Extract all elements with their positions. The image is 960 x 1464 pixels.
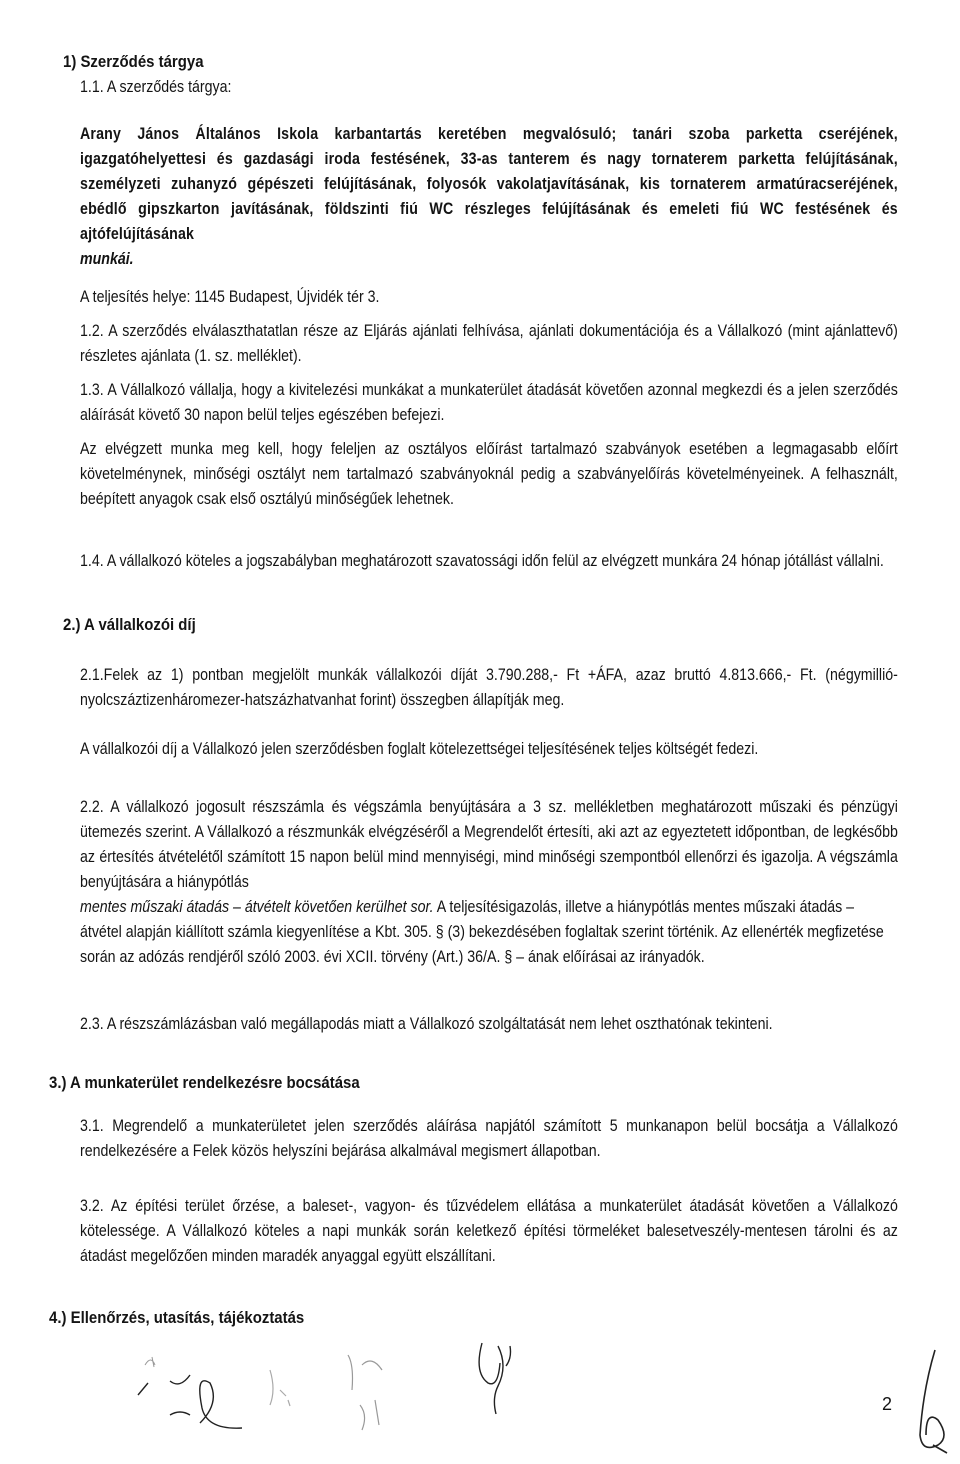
clause-3-2: 3.2. Az építési terület őrzése, a baleset-, vagyon- és tűzvédelem ellátása a munkaterület átadását követően a Vállalkozó kötelessége. A Vállalkozó köteles a napi munkák során keletkező építési törmeléket balesetveszély-mentesen tárolni és az átadást megelőzően minden maradék anyaggal együtt elszállítani.: [80, 1197, 898, 1265]
clause-1-1-body: Arany János Általános Iskola karbantartás keretében megvalósuló; tanári szoba parketta cseréjének, igazgatóhelyettesi és gazdasági iroda festésének, 33-as tanterem és nagy tornaterem parketta felújításának, személyzeti zuhanyzó gépészeti felújításának, folyosók vakolatjavításának, kis tornaterem armatúracseréjének, ebédlő gipszkarton javításának, földszinti fiú WC részleges felújításának és emeleti fiú WC festésének és ajtófelújításának: [80, 125, 898, 243]
clause-1-1-title: 1.1. A szerződés tárgya:: [80, 78, 232, 96]
section-4-heading: 4.) Ellenőrzés, utasítás, tájékoztatás: [49, 1308, 305, 1327]
clause-1-4: 1.4. A vállalkozó köteles a jogszabályban meghatározott szavatossági időn felül az elvégzett munkára 24 hónap jótállást vállalni.: [80, 552, 884, 570]
initials-signature-4: [470, 1338, 530, 1418]
initials-signature-3: [340, 1345, 400, 1435]
initials-signature-5: [905, 1345, 955, 1460]
clause-2-2-rest: A teljesítésigazolás, illetve a hiánypótlás mentes műszaki átadás – átvétel alapján kiállított számla kiegyenlítése a Kbt. 305. § (3) bekezdésében foglaltak szerint történik. Az ellenérték megfizetése során az adózás rendjéről szóló 2003. évi XCII. törvény (Art.) 36/A. § – ának előírásai az irányadók.: [80, 898, 884, 966]
section-2-heading: 2.) A vállalkozói díj: [63, 615, 196, 634]
clause-3-1: 3.1. Megrendelő a munkaterületet jelen szerződés aláírása napjától számított 5 munkanapon belül bocsátja a Vállalkozó rendelkezésére a Felek közös helyszíni bejárása alkalmával megismert állapotban.: [80, 1117, 898, 1160]
section-1-heading: 1) Szerződés tárgya: [63, 52, 204, 71]
clause-2-2-continued: [80, 895, 898, 970]
place-of-performance: A teljesítés helye: 1145 Budapest, Újvidék tér 3.: [80, 288, 380, 306]
clause-1-2: 1.2. A szerződés elválaszthatatlan része az Eljárás ajánlati felhívása, ajánlati dokumentációja és a Vállalkozó (mint ajánlattevő) részletes ajánlata (1. sz. melléklet).: [80, 322, 898, 365]
clause-2-2-italic: mentes műszaki átadás – átvételt követően kerülhet sor.: [80, 898, 434, 916]
initials-signature-2: [262, 1360, 302, 1420]
clause-1-1-body-end: munkái.: [80, 250, 134, 268]
clause-1-3-quality: Az elvégzett munka meg kell, hogy feleljen az osztályos előírást tartalmazó szabványok esetében a legmagasabb előírt követelménynek, minőségi osztályt nem tartalmazó szabványoknál pedig a szabványelőírás követelményeinek. A felhasznált, beépített anyagok csak első osztályú minőségűek lehetnek.: [80, 440, 898, 508]
section-3-heading: 3.) A munkaterület rendelkezésre bocsátása: [49, 1073, 360, 1092]
clause-2-1-fee-coverage: A vállalkozói díj a Vállalkozó jelen szerződésben foglalt kötelezettségei teljesítésének teljes költségét fedezi.: [80, 740, 759, 758]
page-number: 2: [882, 1394, 893, 1414]
clause-1-3: 1.3. A Vállalkozó vállalja, hogy a kivitelezési munkákat a munkaterület átadását követően azonnal megkezdi és a jelen szerződés aláírását követő 30 napon belül teljes egészében befejezi.: [80, 381, 898, 424]
clause-2-3: 2.3. A részszámlázásban való megállapodás miatt a Vállalkozó szolgáltatását nem lehet oszthatónak tekinteni.: [80, 1015, 773, 1033]
initials-signature-1: [130, 1345, 260, 1460]
clause-2-1: 2.1.Felek az 1) pontban megjelölt munkák vállalkozói díját 3.790.288,- Ft +ÁFA, azaz bruttó 4.813.666,- Ft. (négymillió- nyolcszáztizenháromezer-hatszázhatvanhat forint) összegben állapítják meg.: [80, 666, 898, 709]
clause-2-2: 2.2. A vállalkozó jogosult részszámla és végszámla benyújtására a 3 sz. mellékletben meghatározott műszaki és pénzügyi ütemezés szerint. A Vállalkozó a részmunkák elvégzéséről a Megrendelőt értesíti, aki azt az egyeztetett időpontban, de legkésőbb az értesítés átvételétől számított 15 napon belül mind mennyiségi, mind minőségi szempontból ellenőrzi és igazolja. A végszámla benyújtására a hiánypótlás: [80, 798, 898, 891]
